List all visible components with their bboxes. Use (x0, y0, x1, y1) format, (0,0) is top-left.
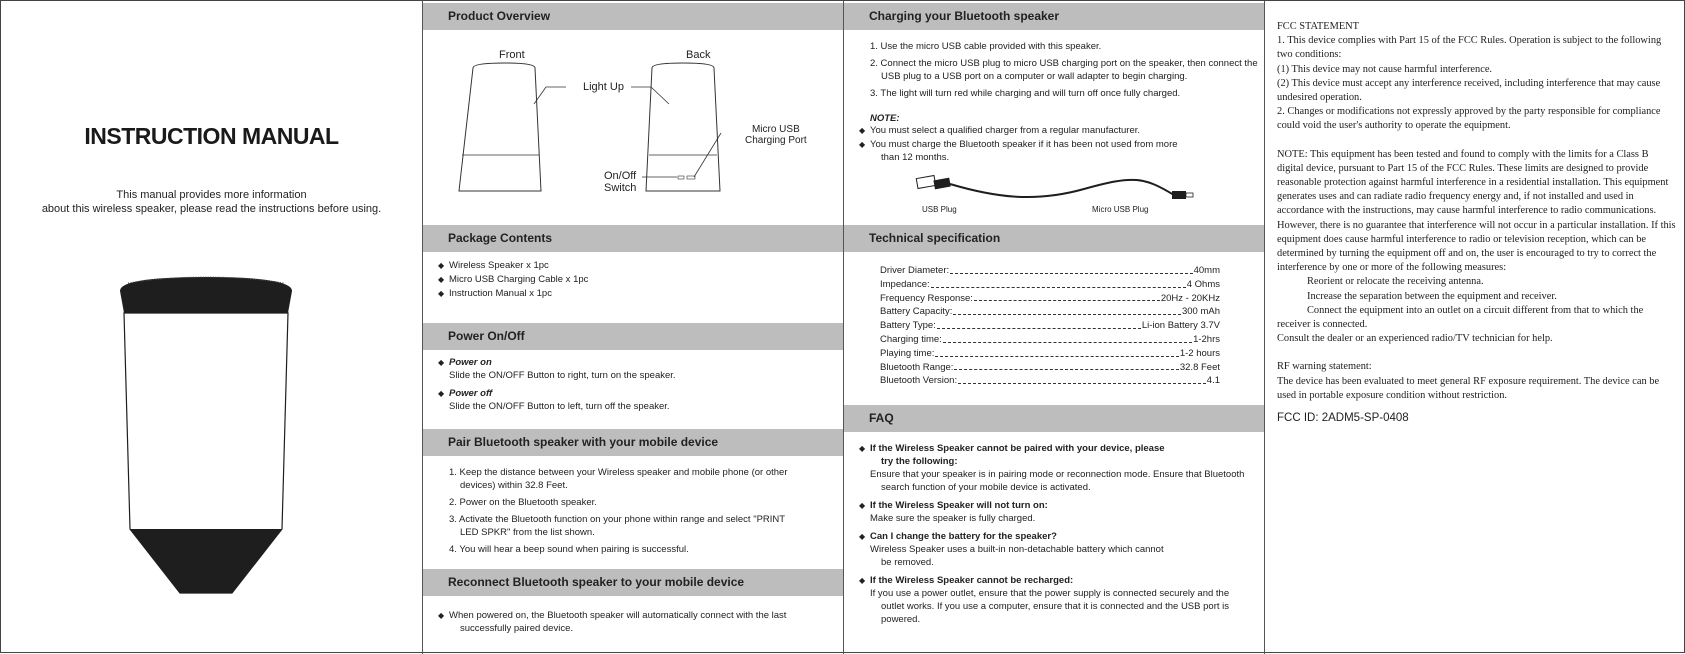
panel-charging (843, 1, 1264, 654)
section-header-specs: Technical specification (844, 225, 1264, 252)
fcc-measure: Consult the dealer or an experienced radio/TV technician for help. (1277, 333, 1553, 345)
panel-overview (422, 1, 843, 654)
list-item: 1. Use the micro USB cable provided with this speaker. (870, 41, 1102, 52)
spec-leader (943, 333, 1192, 343)
list-item (449, 387, 829, 413)
spec-label: Impedance: (880, 278, 930, 290)
section-header-power: Power On/Off (423, 323, 843, 350)
faq-item: ◆ If the Wireless Speaker will not turn on: Make sure the speaker is fully charged. (870, 499, 1250, 525)
spec-row (880, 374, 1220, 388)
spec-leader (950, 264, 1192, 274)
switch-label: On/Off Switch (604, 170, 637, 194)
fcc-paragraph: 1. This device complies with Part 15 of the FCC Rules. Operation is subject to the following two conditions: (1277, 35, 1662, 61)
section-header-pair: Pair Bluetooth speaker with your mobile device (423, 429, 843, 456)
usb-cable-illustration (844, 169, 1265, 209)
power-off-text: Slide the ON/OFF Button to left, turn off the speaker. (449, 401, 670, 412)
faq-list (870, 442, 1250, 627)
power-on-text: Slide the ON/OFF Button to right, turn on the speaker. (449, 370, 676, 381)
rf-text: The device has been evaluated to meet general RF exposure requirement. The device can be used in portable exposure condition without restriction. (1277, 375, 1660, 401)
power-list (449, 356, 829, 414)
fcc-paragraph: (1) This device may not cause harmful interference. (1277, 63, 1493, 75)
rf-title: RF warning statement: (1277, 361, 1372, 373)
spec-row (880, 319, 1220, 333)
spec-value: 300 mAh (1181, 306, 1220, 318)
list-item: ◆ Micro USB Charging Cable x 1pc (449, 273, 588, 286)
list-item: ◆ When powered on, the Bluetooth speaker will automatically connect with the last successfully paired device. (449, 609, 829, 635)
list-item: 3. Activate the Bluetooth function on your phone within range and select "PRINT LED SPKR" from the list shown. (449, 514, 785, 538)
fcc-id: FCC ID: 2ADM5-SP-0408 (1277, 412, 1409, 425)
power-off-title: ◆ Power off (449, 388, 493, 399)
list-item: 2. Connect the micro USB plug to micro USB charging port on the speaker, then connect the USB plug to a USB port on a computer or wall adapter to begin charging. (870, 58, 1258, 82)
spec-label: Driver Diameter: (880, 265, 950, 276)
spec-value: 4 Ohms (1186, 278, 1220, 290)
spec-leader (974, 292, 1160, 302)
spec-label: Playing time: (880, 347, 935, 359)
spec-row (880, 278, 1220, 292)
spec-list (880, 264, 1220, 388)
spec-row (880, 361, 1220, 375)
spec-value: 32.8 Feet (1179, 361, 1220, 373)
fcc-measure: Reorient or relocate the receiving antenna. (1307, 276, 1484, 288)
fcc-paragraph: 2. Changes or modifications not expressly approved by the party responsible for compliance could void the user's authority to operate the equipment. (1277, 106, 1661, 132)
manual-title: INSTRUCTION MANUAL (84, 123, 339, 149)
section-header-charging: Charging your Bluetooth speaker (844, 3, 1264, 30)
back-label: Back (686, 49, 711, 61)
usb-port-label: Micro USB Charging Port (745, 124, 807, 146)
spec-row (880, 333, 1220, 347)
note-title: NOTE: (870, 113, 900, 124)
spec-value: 20Hz - 20KHz (1160, 292, 1220, 304)
list-item: ◆ Wireless Speaker x 1pc (449, 259, 588, 272)
reconnect-list (449, 609, 829, 636)
list-item: 3. The light will turn red while charging and will turn off once fully charged. (870, 88, 1181, 99)
spec-label: Bluetooth Range: (880, 361, 954, 373)
fcc-statement (1277, 20, 1677, 425)
faq-item: ◆ If the Wireless Speaker cannot be paired with your device, please try the following: Ensure that your speaker is in pairing mode or reconnection mode. Ensure that Bluetooth search function of your mobile device is activated. (870, 442, 1250, 494)
spec-leader (937, 319, 1141, 329)
spec-row (880, 305, 1220, 319)
spec-value: 1-2hrs (1193, 333, 1220, 345)
section-header-reconnect: Reconnect Bluetooth speaker to your mobile device (423, 569, 843, 596)
spec-leader (935, 347, 1178, 357)
spec-leader (954, 361, 1178, 371)
spec-label: Charging time: (880, 333, 942, 345)
package-list (449, 259, 588, 301)
section-header-overview: Product Overview (423, 3, 843, 30)
pair-steps (449, 466, 789, 560)
front-label: Front (499, 49, 525, 61)
spec-label: Bluetooth Version: (880, 375, 958, 387)
spec-value: Li-ion Battery 3.7V (1141, 320, 1220, 332)
power-on-title: ◆ Power on (449, 357, 492, 368)
section-header-package: Package Contents (423, 225, 843, 252)
usb-plug-label: USB Plug (922, 205, 957, 214)
list-item: ◆ You must charge the Bluetooth speaker if it has been not used from more than 12 months. (870, 138, 1190, 164)
list-item (449, 356, 829, 382)
spec-value: 1-2 hours (1179, 347, 1220, 359)
section-header-faq: FAQ (844, 405, 1264, 432)
subtitle-line-1: This manual provides more information (116, 189, 307, 201)
spec-leader (953, 305, 1181, 315)
light-up-label: Light Up (583, 81, 624, 93)
speaker-illustration (106, 269, 306, 599)
spec-label: Frequency Response: (880, 292, 973, 304)
manual-subtitle (1, 188, 422, 216)
list-item: ◆ You must select a qualified charger from a regular manufacturer. (870, 124, 1190, 137)
fcc-measure: Connect the equipment into an outlet on a circuit different from that to which the receiver is connected. (1277, 304, 1644, 331)
spec-label: Battery Type: (880, 320, 936, 332)
spec-value: 40mm (1193, 265, 1220, 276)
fcc-note: NOTE: This equipment has been tested and found to comply with the limits for a Class B digital device, pursuant to Part 15 of the FCC Rules. These limits are designed to provide reasonable protection against harmful interference in a residential installation. This equipment generates uses and can radiate radio frequency energy and, if not installed and used in accordance with the instructions, may cause harmful interference to radio communications. However, there is no guarantee that interference will not occur in a particular installation. If this equipment does cause harmful interference to radio or television reception, which can be determined by turning the equipment off and on, the user is encouraged to try to correct the interference by one or more of the following measures: (1277, 148, 1676, 274)
spec-value: 4.1 (1206, 375, 1220, 387)
charging-steps (870, 40, 1262, 104)
cover-panel (1, 1, 422, 654)
list-item: 2. Power on the Bluetooth speaker. (449, 497, 597, 508)
faq-item: ◆ Can I change the battery for the speaker? Wireless Speaker uses a built-in non-detachable battery which cannot be removed. (870, 530, 1250, 569)
faq-item: ◆ If the Wireless Speaker cannot be recharged: If you use a power outlet, ensure that the power supply is connected securely and the outlet works. If you use a computer, ensure that it is connected and the USB port is powered. (870, 574, 1250, 626)
fcc-measure: Increase the separation between the equipment and receiver. (1307, 290, 1557, 302)
spec-leader (931, 278, 1186, 288)
subtitle-line-2: about this wireless speaker, please read the instructions before using. (41, 203, 382, 215)
spec-row (880, 292, 1220, 306)
spec-leader (958, 374, 1206, 384)
panel-fcc (1264, 1, 1685, 654)
spec-label: Battery Capacity: (880, 306, 953, 318)
spec-row (880, 347, 1220, 361)
list-item: 4. You will hear a beep sound when pairing is successful. (449, 544, 689, 555)
list-item: ◆ Instruction Manual x 1pc (449, 287, 588, 300)
fcc-paragraph: (2) This device must accept any interference received, including interference that may cause undesired operation. (1277, 77, 1661, 104)
micro-plug-label: Micro USB Plug (1092, 205, 1149, 214)
note-list (870, 124, 1190, 165)
fcc-title: FCC STATEMENT (1277, 21, 1360, 32)
list-item: 1. Keep the distance between your Wireless speaker and mobile phone (or other devices) within 32.8 Feet. (449, 467, 788, 491)
spec-row (880, 264, 1220, 278)
